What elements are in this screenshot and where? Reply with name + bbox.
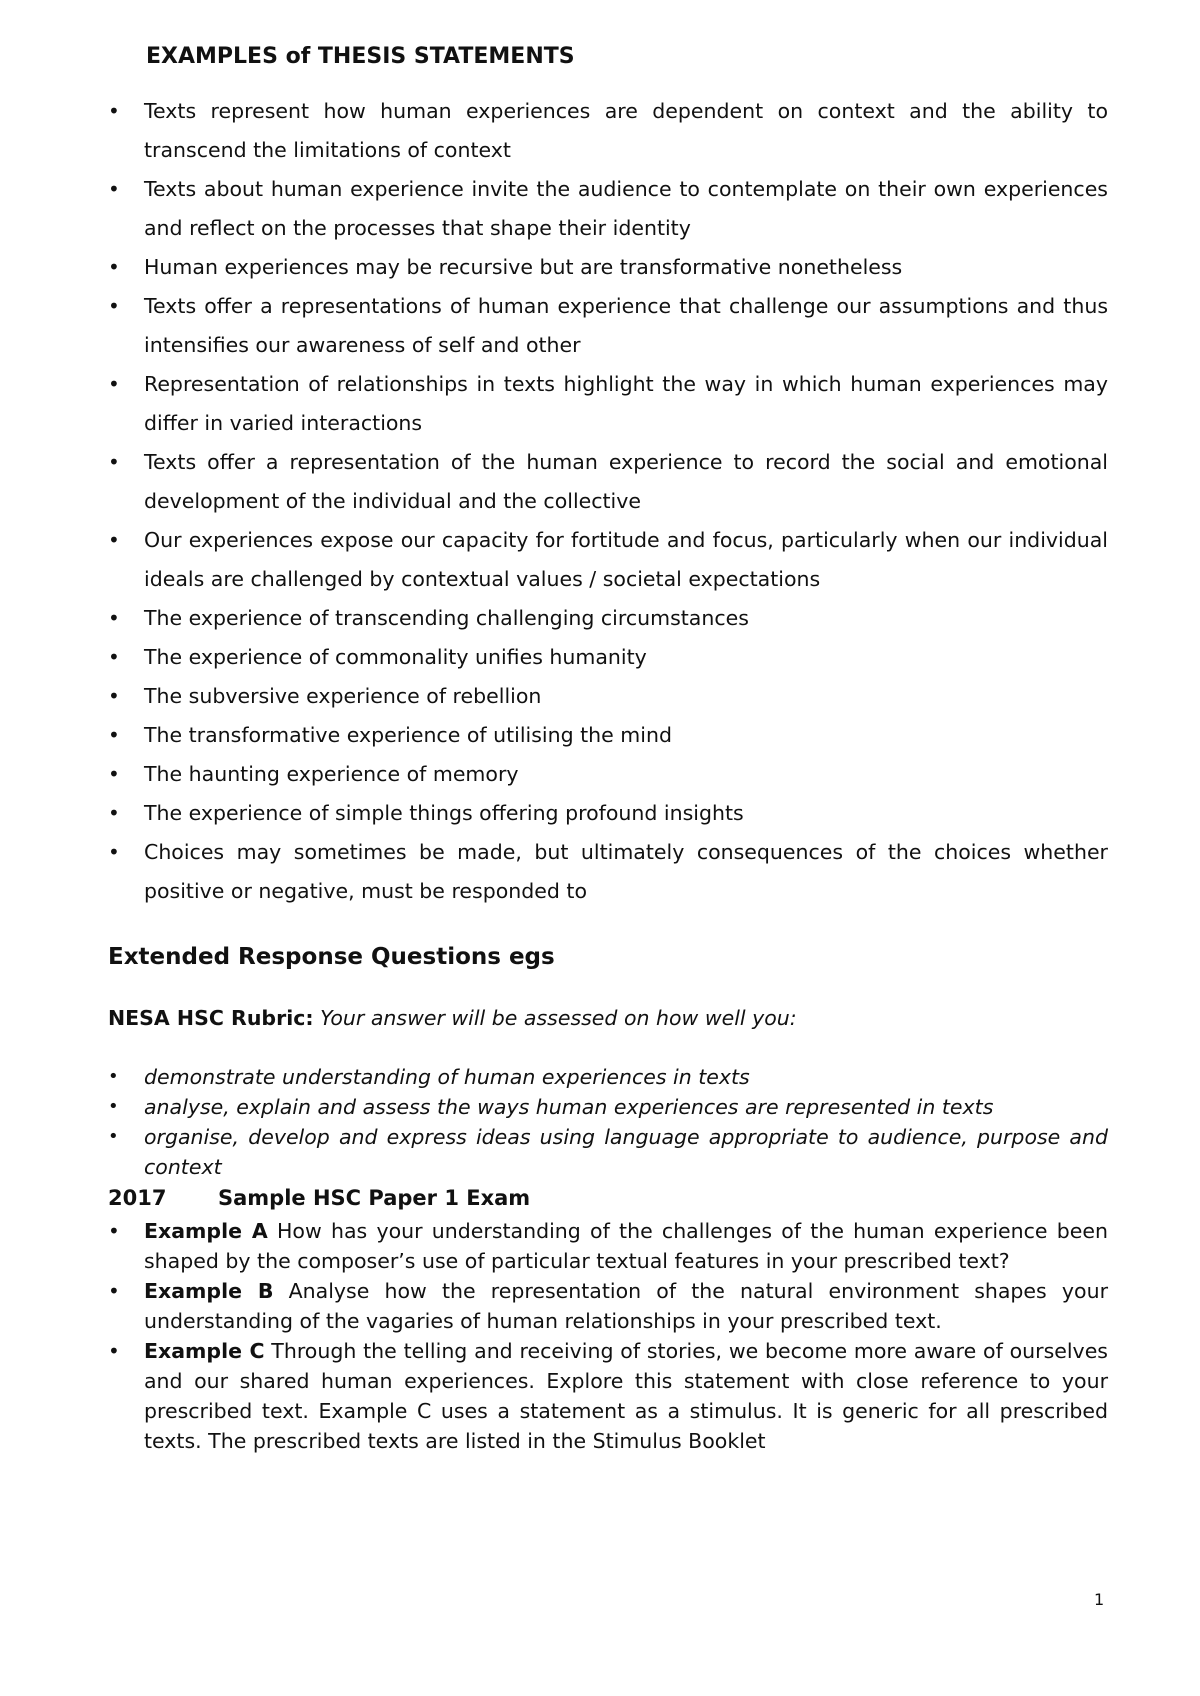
list-item <box>108 1276 1108 1336</box>
page-title: EXAMPLES of THESIS STATEMENTS <box>146 44 575 69</box>
paper-heading <box>108 1186 530 1210</box>
list-item: • Choices may sometimes be made, but ultimately consequences of the choices whether positive or negative, must be responded to <box>108 833 1108 911</box>
section-heading: Extended Response Questions egs <box>108 944 555 970</box>
paper-year: 2017 <box>108 1186 167 1210</box>
list-item: • organise, develop and express ideas using language appropriate to audience, purpose and context <box>108 1122 1108 1182</box>
paper-title: Sample HSC Paper 1 Exam <box>218 1186 531 1210</box>
list-item: • The experience of commonality unifies humanity <box>108 638 1108 677</box>
example-label: Example A <box>144 1219 268 1243</box>
list-item: • analyse, explain and assess the ways human experiences are represented in texts <box>108 1092 1108 1122</box>
example-label: Example B <box>144 1279 274 1303</box>
rubric-colon: : <box>305 1006 314 1030</box>
list-item: • Texts about human experience invite the audience to contemplate on their own experiences and reflect on the processes that shape their identity <box>108 170 1108 248</box>
thesis-statement-list <box>108 92 1108 911</box>
list-item: • Our experiences expose our capacity for fortitude and focus, particularly when our individual ideals are challenged by contextual values / societal expectations <box>108 521 1108 599</box>
example-text: Analyse how the representation of the natural environment shapes your understanding of the vagaries of human relationships in your prescribed text. <box>144 1279 1108 1333</box>
example-label: Example C <box>144 1339 265 1363</box>
list-item: • Texts offer a representation of the human experience to record the social and emotional development of the individual and the collective <box>108 443 1108 521</box>
list-item: • The experience of transcending challenging circumstances <box>108 599 1108 638</box>
rubric-line <box>108 1006 797 1030</box>
example-text: Through the telling and receiving of stories, we become more aware of ourselves and our shared human experiences. Explore this statement with close reference to your prescribed text. Example C uses a statement as a stimulus. It is generic for all prescribed texts. The prescribed texts are listed in the Stimulus Booklet <box>144 1339 1108 1453</box>
page-number: 1 <box>1094 1590 1105 1609</box>
list-item: • Texts represent how human experiences are dependent on context and the ability to transcend the limitations of context <box>108 92 1108 170</box>
list-item: • The subversive experience of rebellion <box>108 677 1108 716</box>
list-item: • The experience of simple things offering profound insights <box>108 794 1108 833</box>
list-item <box>108 1336 1108 1456</box>
rubric-label: NESA HSC Rubric <box>108 1006 306 1030</box>
list-item: • Texts offer a representations of human experience that challenge our assumptions and thus intensifies our awareness of self and other <box>108 287 1108 365</box>
list-item: • demonstrate understanding of human experiences in texts <box>108 1062 1108 1092</box>
example-question-list <box>108 1216 1108 1456</box>
list-item <box>108 1216 1108 1276</box>
list-item: • Human experiences may be recursive but are transformative nonetheless <box>108 248 1108 287</box>
rubric-criteria-list <box>108 1062 1108 1182</box>
list-item: • The transformative experience of utilising the mind <box>108 716 1108 755</box>
list-item: • Representation of relationships in texts highlight the way in which human experiences may differ in varied interactions <box>108 365 1108 443</box>
list-item: • The haunting experience of memory <box>108 755 1108 794</box>
rubric-intro: Your answer will be assessed on how well you: <box>313 1006 797 1030</box>
example-text: How has your understanding of the challenges of the human experience been shaped by the composer’s use of particular textual features in your prescribed text? <box>144 1219 1109 1273</box>
